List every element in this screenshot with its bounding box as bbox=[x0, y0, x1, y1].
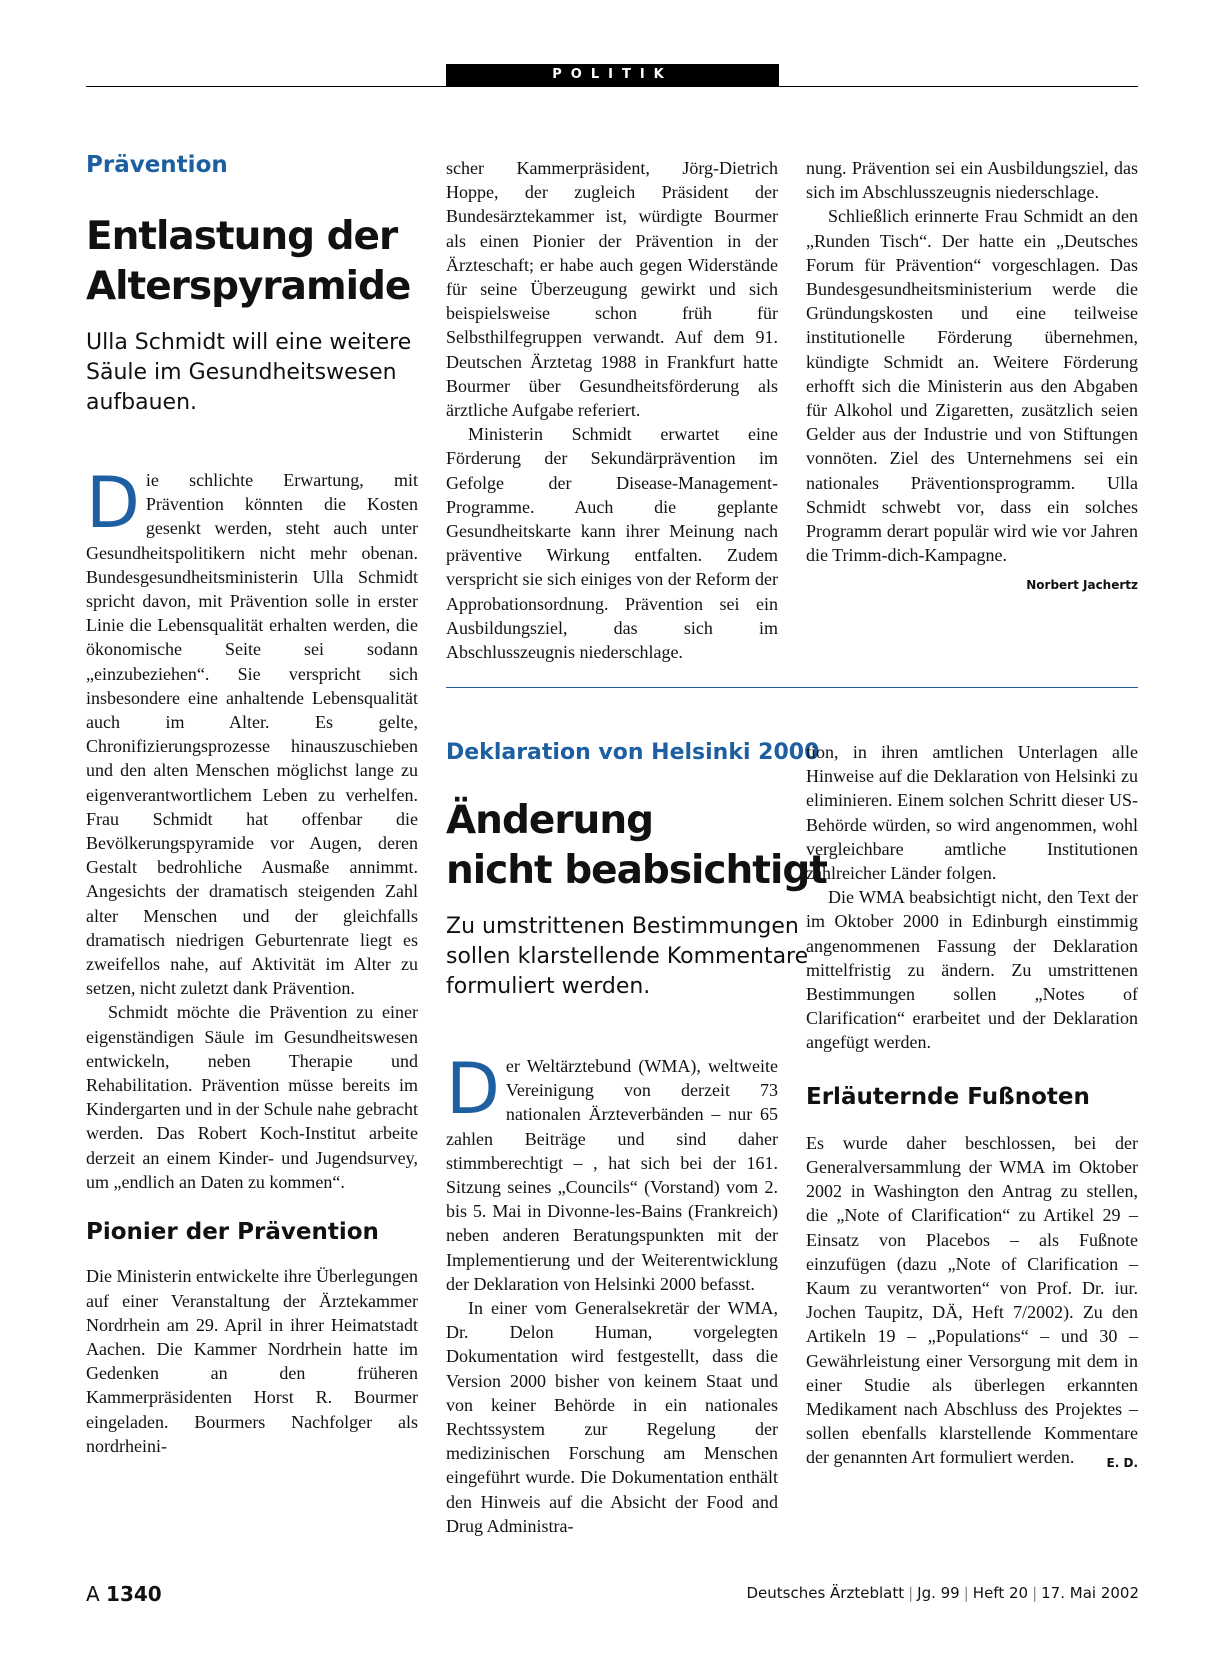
article2-deck-line2: sollen klarstellende Kommentare bbox=[446, 944, 809, 969]
article2-headline-line1: Änderung bbox=[446, 798, 653, 843]
page-number bbox=[86, 1582, 162, 1606]
article1-headline-line2: Alterspyramide bbox=[86, 264, 411, 309]
article2-headline bbox=[446, 796, 827, 896]
article1-deck bbox=[86, 328, 411, 418]
article1-paragraph-1: Die schlichte Erwartung, mit Prävention könnten die Kosten gesenkt werden, steht auch unter Gesundheitspolitikern nicht mehr obenan. Bundesgesundheitsministerin Ulla Schmidt spricht davon, mit Prävention solle in erster Linie die Lebensqualität erhalten werden, die ökonomische Seite sei sodann „einzubeziehen“. Sie verspricht sich insbesondere eine anhaltende Lebensqualität auch im Alter. Es gelte, Chronifizierungsprozesse hinauszuschieben und den alten Menschen möglichst lange zu eigenverantwortlichem Leben zu verhelfen. Frau Schmidt hat offenbar die Bevölkerungspyramide vor Augen, deren Gestalt bedrohliche Ausmaße annimmt. Angesichts der dramatisch steigenden Zahl alter Menschen und der gleichfalls dramatisch niedrigen Geburtenrate liegt es zweifellos nahe, auf Aktivität im Alter zu setzen, nicht zuletzt dank Prävention. bbox=[86, 462, 418, 999]
journal-issue: Heft 20 bbox=[972, 1584, 1029, 1602]
article2-column3 bbox=[806, 740, 1138, 1476]
article2-deck-line1: Zu umstrittenen Bestimmungen bbox=[446, 914, 799, 939]
journal-name: Deutsches Ärzteblatt bbox=[746, 1584, 905, 1602]
page-number-value: 1340 bbox=[106, 1582, 162, 1606]
article2-paragraph-2-cont: tion, in ihren amtlichen Unterlagen alle Hinweise auf die Deklaration von Helsinki zu eliminieren. Einem solchen Schritt dieser US-Behörde würden, so wird angenommen, wohl vergleichbare amtliche Institutionen zahlreicher Länder folgen. bbox=[806, 742, 1138, 884]
article2-column2 bbox=[446, 1048, 778, 1538]
journal-footer: Deutsches Ärzteblatt | Jg. 99 | Heft 20 | 17. Mai 2002 bbox=[746, 1584, 1139, 1602]
article1-deck-line2: Säule im Gesundheitswesen bbox=[86, 360, 397, 385]
article1-column1 bbox=[86, 462, 418, 1458]
article1-paragraph-4-cont: nung. Prävention sei ein Ausbildungsziel, das sich im Abschlusszeugnis niederschlage. bbox=[806, 158, 1138, 203]
article2-paragraph-4: Es wurde daher beschlossen, bei der Generalversammlung der WMA im Oktober 2002 in Washington den Antrag zu stellen, die „Note of Clarification“ zu Artikel 29 – Einsatz von Placebos – als Fußnote einzufügen (dazu „Note of Clarification – Kaum zu verantworten“ von Prof. Dr. iur. Jochen Taupitz, DÄ, Heft 7/2002). Zu den Artikeln 19 – „Populations“ – und 30 – Gewährleistung einer Versorgung mit dem in einer Studie als überlegen erkannten Medikament nach Abschluss des Projektes – sollen ebenfalls klarstellende Kommentare der genannten Art formuliert werden. E. D. bbox=[806, 1131, 1138, 1470]
article1-paragraph-3-cont: scher Kammerpräsident, Jörg-Dietrich Hoppe, der zugleich Präsident der Bundesärztekammer ist, würdigte Bourmer als einen Pionier der Prävention in der Ärzteschaft; er habe auch gegen Widerstände für seine Überzeugung gewirkt und sich beispielsweise schon früh für Selbsthilfegruppen verwandt. Auf dem 91. Deutschen Ärztetag 1988 in Frankfurt hatte Bourmer über Gesundheitsförderung als ärztliche Aufgabe referiert. bbox=[446, 158, 778, 421]
section-rule bbox=[86, 86, 1138, 87]
article1-column2 bbox=[446, 156, 778, 664]
article1-paragraph-3-start: Die Ministerin entwickelte ihre Überlegungen auf einer Veranstaltung der Ärztekammer Nordrhein am 29. April in ihrer Heimatstadt Aachen. Die Kammer Nordrhein hatte im Gedenken an den früheren Kammerpräsidenten Horst R. Bourmer eingeladen. Bourmers Nachfolger als nordrheini- bbox=[86, 1266, 418, 1456]
article2-kicker: Deklaration von Helsinki 2000 bbox=[446, 740, 820, 765]
article2-author: E. D. bbox=[1106, 1456, 1138, 1471]
article2-paragraph-1: Der Weltärztebund (WMA), weltweite Vereinigung von derzeit 73 nationalen Ärzteverbänden – nur 65 zahlen Beiträge und sind daher stimmberechtigt – , hat sich bei der 161. Sitzung seines „Councils“ (Vorstand) vom 2. bis 5. Mai in Divonne-les-Bains (Frankreich) neben anderen Beratungspunkten mit der Implementierung und der Weiterentwicklung der Deklaration von Helsinki 2000 befasst. bbox=[446, 1048, 778, 1294]
article2-dropcap: D bbox=[446, 1048, 500, 1130]
article1-paragraph-2: Schmidt möchte die Prävention zu einer eigenständigen Säule im Gesundheitswesen entwickeln, neben Therapie und Rehabilitation. Prävention müsse bereits im Kindergarten und in der Schule nahe gebracht werden. Das Robert Koch-Institut arbeite derzeit an einem Kinder- und Jugendsurvey, um „endlich an Daten zu kommen“. bbox=[86, 1002, 418, 1192]
article2-paragraph-2-start: In einer vom Generalsekretär der WMA, Dr. Delon Human, vorgelegten Dokumentation wird festgestellt, dass die Version 2000 bisher von keinem Staat und von keiner Behörde in ein nationales Rechtssystem zur Regelung der medizinischen Forschung am Menschen eingeführt wurde. Die Dokumentation enthält den Hinweis auf die Absicht der Food and Drug Administra- bbox=[446, 1298, 778, 1536]
article1-headline-line1: Entlastung der bbox=[86, 214, 398, 259]
article2-deck-line3: formuliert werden. bbox=[446, 974, 651, 999]
article-divider bbox=[446, 687, 1138, 688]
article1-subhead: Pionier der Prävention bbox=[86, 1219, 379, 1246]
article2-deck bbox=[446, 912, 808, 1002]
article2-paragraph-3: Die WMA beabsichtigt nicht, den Text der im Oktober 2000 in Edinburgh einstimmig angenommenen Fassung der Deklaration mittelfristig zu ändern. Zu umstrittenen Bestimmungen sollen „Notes of Clarification“ erarbeitet und der Deklaration angefügt werden. bbox=[806, 887, 1138, 1053]
article1-kicker: Prävention bbox=[86, 152, 228, 178]
article1-headline bbox=[86, 212, 410, 312]
article1-paragraph-4: Ministerin Schmidt erwartet eine Förderung der Sekundärprävention im Gefolge der Disease-Management-Programme. Auch die geplante Gesundheitskarte kann ihrer Meinung nach präventive Wirkung entfalten. Zudem verspricht sie sich einiges von der Reform der Approbationsordnung. Prävention sei ein Ausbildungsziel, das sich im Abschlusszeugnis niederschlage. bbox=[446, 424, 778, 663]
article2-subhead: Erläuternde Fußnoten bbox=[806, 1083, 1090, 1110]
article1-paragraph-5: Schließlich erinnerte Frau Schmidt an den „Runden Tisch“. Der hatte ein „Deutsches Forum für Prävention“ vorgeschlagen. Das Bundesgesundheitsministerium werde die Gründungskosten und eine teilweise institutionelle Förderung übernehmen, kündigte Schmidt an. Weitere Förderung erhofft sich die Ministerin aus den Abgaben für Alkohol und Zigaretten, zusätzlich seien Gelder aus der Industrie und von Stiftungen vonnöten. Ziel des Unternehmens sei ein nationales Präventionsprogramm. Ulla Schmidt schwebt vor, dass ein solches Programm derart populär wird wie vor Jahren die Trimm-dich-Kampagne. Norbert Jachertz bbox=[806, 204, 1138, 567]
article1-deck-line1: Ulla Schmidt will eine weitere bbox=[86, 330, 412, 355]
page-prefix: A bbox=[86, 1582, 100, 1606]
article2-headline-line2: nicht beabsichtigt bbox=[446, 848, 827, 893]
article1-author: Norbert Jachertz bbox=[1026, 578, 1138, 593]
journal-date: 17. Mai 2002 bbox=[1041, 1584, 1139, 1602]
section-label: POLITIK bbox=[446, 64, 779, 86]
article1-column3 bbox=[806, 156, 1138, 598]
journal-volume: Jg. 99 bbox=[917, 1584, 960, 1602]
article1-deck-line3: aufbauen. bbox=[86, 390, 198, 415]
article1-dropcap: D bbox=[86, 462, 140, 544]
